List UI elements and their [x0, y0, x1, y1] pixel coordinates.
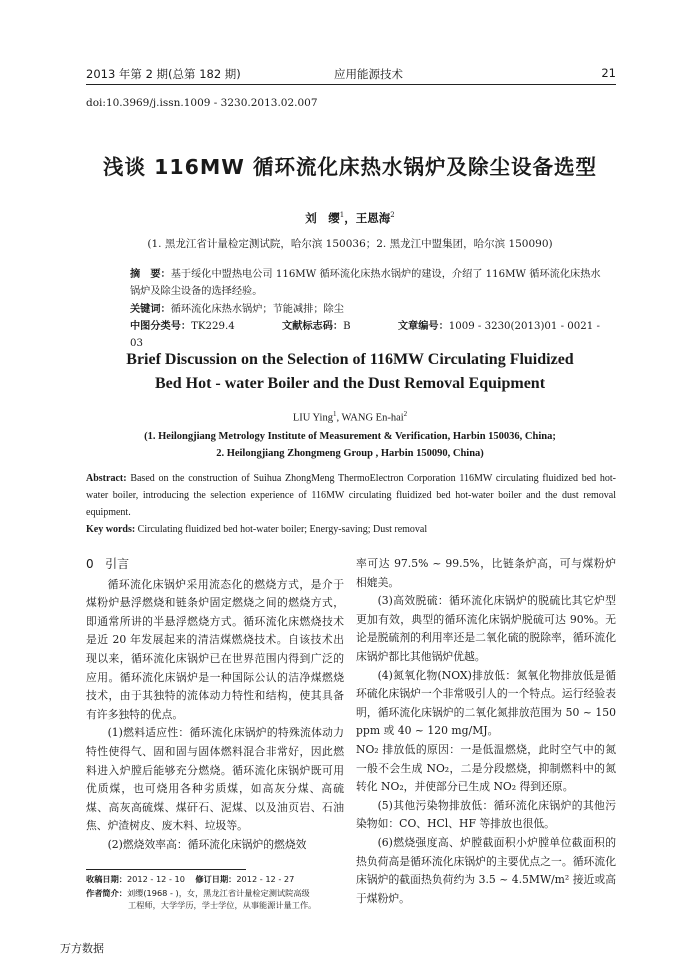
abstract-en	[86, 470, 616, 521]
author-1-sup: 1	[339, 211, 345, 220]
paragraph-nox: (4)氮氧化物(NOX)排放低：氮氧化物排放低是循环硫化床锅炉一个非常吸引人的一个特点。运行经验表明，循环流化床锅炉的二氧化氮排放范围为 50 ~ 150 ppm 或 40 ~ 120 mg/MJ。	[356, 668, 616, 738]
affiliations-cn: (1. 黑龙江省计量检定测试院，哈尔滨 150036；2. 黑龙江中盟集团，哈尔滨 150090)	[147, 238, 553, 250]
paragraph-no2-reason: NO₂ 排放低的原因：一是低温燃烧，此时空气中的氮一般不会生成 NO₂，二是分段燃烧，抑制燃料中的氮转化 NO₂，并使部分已生成 NO₂ 得到还原。	[356, 742, 616, 794]
bio-line-2: 工程师，大学学历，学士学位，从事能源计量工作。	[128, 900, 317, 910]
page-number: 21	[601, 66, 616, 80]
bio-label: 作者简介：	[86, 888, 127, 898]
title-en-line1: Brief Discussion on the Selection of 116MW Circulating Fluidized	[126, 351, 574, 368]
author-1-cn: 刘 缨	[305, 211, 340, 225]
paragraph-other-pollutants: (5)其他污染物排放低：循环流化床锅炉的其他污染物如：CO、HCl、HF 等排放也很低。	[356, 798, 616, 831]
paragraph-desulfurization: (3)高效脱硫：循环流化床锅炉的脱硫比其它炉型更加有效，典型的循环流化床锅炉脱硫可达 90%。无论是脱硫剂的利用率还是二氧化硫的脱除率，循环流化床锅炉都比其他锅炉优越。	[356, 594, 616, 663]
affiliation-en-1: (1. Heilongjiang Metrology Institute of Measurement & Verification, Harbin 150036, China;	[144, 431, 556, 442]
author-2-sup: 2	[390, 211, 395, 220]
classification-line	[130, 318, 608, 352]
doc-code: 文献标志码：B	[281, 320, 351, 332]
keywords-cn-text: 循环流化床热水锅炉；节能减排；除尘	[170, 304, 344, 315]
author-2-en: WANG En-hai	[341, 412, 404, 424]
abstract-cn-text: 基于绥化中盟热电公司 116MW 循环流化床热水锅炉的建设，介绍了 116MW 循环流化床热水锅炉及除尘设备的选择经验。	[130, 269, 601, 297]
issue-info: 2013 年第 2 期(总第 182 期)	[86, 67, 241, 81]
source-watermark: 万方数据	[60, 942, 104, 955]
keywords-cn-label: 关键词：	[130, 303, 171, 315]
footnote-dates	[86, 873, 346, 886]
revised-label: 修订日期：	[195, 874, 237, 884]
keywords-en-label: Key words:	[86, 524, 136, 535]
abstract-cn	[130, 266, 608, 300]
bio-line-1: 刘缨(1968 - )，女，黑龙江省计量检定测试院高级	[126, 888, 310, 898]
paragraph-combustion-efficiency: (2)燃烧效率高：循环流化床锅炉的燃烧效	[107, 837, 307, 851]
affiliations-en	[0, 428, 700, 462]
author-2-en-sup: 2	[403, 410, 408, 418]
doi: doi:10.3969/j.issn.1009 - 3230.2013.02.007	[86, 97, 318, 109]
title-en-line2: Bed Hot - water Boiler and the Dust Removal Equipment	[154, 375, 546, 392]
section-heading	[86, 555, 344, 574]
abstract-cn-label: 摘 要：	[130, 268, 171, 280]
section-title: 引言	[105, 557, 130, 571]
author-2-cn: 王恩海	[355, 211, 391, 225]
clc-number: 中图分类号：TK229.4	[130, 320, 235, 332]
keywords-cn	[130, 301, 608, 318]
author-1-en: LIU Ying	[292, 412, 333, 424]
footnote-author-bio	[86, 887, 346, 900]
authors-cn	[0, 210, 700, 226]
article-number: 文章编号：1009 - 3230(2013)01 - 0021 - 03	[130, 320, 600, 349]
authors-en	[0, 410, 700, 424]
received-label: 收稿日期：	[86, 874, 127, 884]
abstract-en-label: Abstract:	[86, 473, 127, 484]
keywords-en-text: Circulating fluidized bed hot-water boiler; Energy-saving; Dust removal	[137, 524, 428, 535]
title-en	[0, 348, 700, 396]
body-right-column	[356, 555, 616, 908]
paragraph-fuel-adaptability: (1)燃料适应性：循环流化床锅炉的特殊流体动力特性使得气、固和固与固体燃料混合非常好，因此燃料进入炉膛后能够充分燃烧。循环流化床锅炉既可用优质煤，也可烧用各种劣质煤，如高灰分煤、高硫煤、高灰高硫煤、煤矸石、泥煤、以及油页岩、石油焦、炉渣树皮、废木料、垃圾等。	[86, 726, 344, 833]
keywords-en	[86, 524, 616, 535]
paragraph-combustion-intensity: (6)燃烧强度高、炉膛截面积小炉膛单位截面积的热负荷高是循环流化床锅炉的主要优点之一。循环流化床锅炉的截面热负荷约为 3.5 ~ 4.5MW/m² 接近或高于煤粉炉。	[356, 835, 616, 905]
paragraph-intro: 循环流化床锅炉采用流态化的燃烧方式，是介于煤粉炉悬浮燃烧和链条炉固定燃烧之间的燃烧方式，即通常所讲的半悬浮燃烧方式。循环流化床燃烧技术是近 20 年发展起来的清洁煤燃烧技术。自该技术出现以来，循环流化床锅炉已在世界范围内得到广泛的应用。循环流化床锅炉是一种国际公认的洁净煤燃烧技术，由于其独特的流体动力特性和结构，使其具备有许多独特的优点。	[86, 577, 344, 721]
journal-name: 应用能源技术	[334, 67, 403, 81]
paragraph-continuation: 率可达 97.5% ~ 99.5%，比链条炉高，可与煤粉炉相媲美。	[356, 557, 616, 589]
body-left-column	[86, 555, 344, 855]
author-1-en-sup: 1	[332, 410, 337, 418]
affiliation-en-2: 2. Heilongjiang Zhongmeng Group , Harbin 150090, China)	[216, 448, 484, 459]
revised-date: 2012 - 12 - 27	[236, 874, 295, 884]
abstract-en-text: Based on the construction of Suihua ZhongMeng ThermoElectron Corporation 116MW circulating fluidized bed hot-water boiler, introducing the selection experience of 116MW circulating fluidized bed hot-water boiler and the dust removal equipment.	[86, 473, 617, 518]
author-sep: ，	[344, 211, 356, 225]
received-date: 2012 - 12 - 10	[126, 874, 185, 884]
footnote-rule	[86, 869, 246, 870]
author-en-sep: ,	[336, 412, 342, 424]
header-rule	[86, 84, 616, 85]
title-cn: 浅谈 116MW 循环流化床热水锅炉及除尘设备选型	[102, 155, 598, 179]
section-number: 0	[86, 557, 94, 571]
